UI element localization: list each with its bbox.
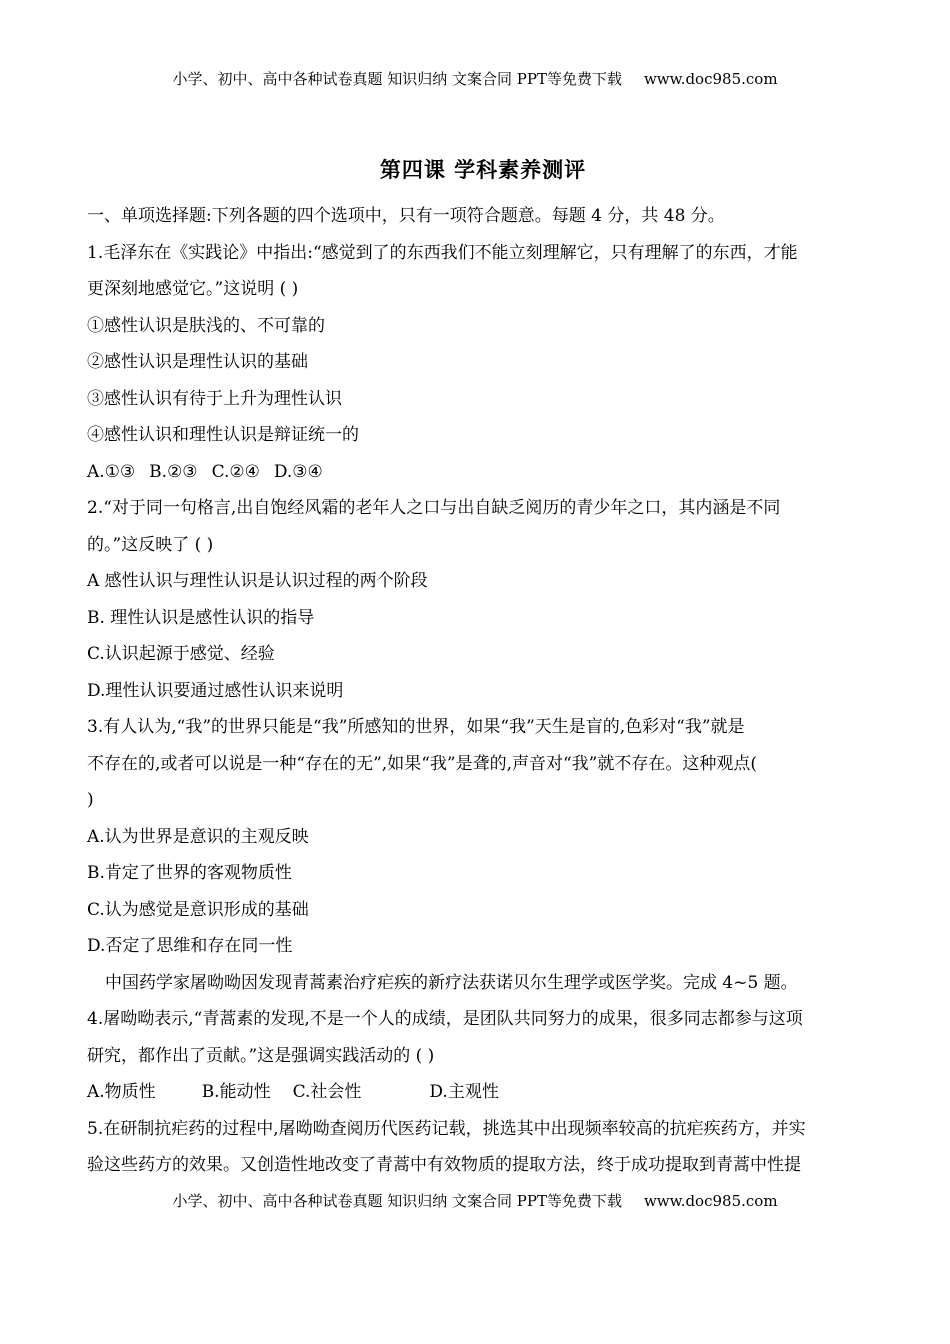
question-1-option-d: D.③④ — [273, 461, 323, 482]
header-text: 小学、初中、高中各种试卷真题 知识归纳 文案合同 PPT等免费下载 — [172, 70, 622, 88]
question-4-options — [87, 1074, 897, 1111]
question-4-option-c: C.社会性 — [292, 1082, 362, 1102]
question-1-option-c: C.②④ — [211, 461, 260, 482]
question-3-option-b: B.肯定了世界的客观物质性 — [87, 863, 292, 883]
question-2-option-d: D.理性认识要通过感性认识来说明 — [87, 680, 344, 701]
question-5 — [87, 1111, 897, 1184]
question-4-stem-line-2: 研究，都作出了贡献。”这是强调实践活动的 ( ) — [87, 1045, 435, 1066]
question-2-option-a: A 感性认识与理性认识是认识过程的两个阶段 — [87, 571, 428, 591]
header-site-link[interactable]: www.doc985.com — [643, 70, 778, 88]
question-4-option-d: D.主观性 — [429, 1082, 499, 1102]
question-5-stem-line-2: 验这些药方的效果。又创造性地改变了青蒿中有效物质的提取方法，终于成功提取到青蒿中性提 — [87, 1155, 801, 1175]
question-1-stem-line-2: 更深刻地感觉它。”这说明 ( ) — [87, 279, 299, 299]
question-3-option-a: A.认为世界是意识的主观反映 — [87, 826, 309, 847]
question-3 — [87, 709, 897, 965]
document-title: 第四课 学科素养测评 — [379, 157, 587, 182]
material-paragraph: 中国药学家屠呦呦因发现青蒿素治疗疟疾的新疗法获诺贝尔生理学或医学奖。完成 4~5 题。 — [105, 972, 798, 993]
question-3-option-d: D.否定了思维和存在同一性 — [87, 936, 293, 956]
question-1-item-4: ④感性认识和理性认识是辩证统一的 — [87, 425, 359, 445]
question-2-stem-line-1: 2.“对于同一句格言,出自饱经风霜的老年人之口与出自缺乏阅历的青少年之口，其内涵是不同 — [87, 498, 781, 518]
question-2-option-c: C.认识起源于感觉、经验 — [87, 644, 275, 664]
question-3-option-c: C.认为感觉是意识形成的基础 — [87, 899, 309, 920]
footer-text: 小学、初中、高中各种试卷真题 知识归纳 文案合同 PPT等免费下载 — [172, 1192, 622, 1210]
question-2-option-b: B. 理性认识是感性认识的指导 — [87, 607, 315, 628]
question-1-stem-line-1: 1.毛泽东在《实践论》中指出:“感觉到了的东西我们不能立刻理解它，只有理解了的东西，才能 — [87, 242, 798, 263]
question-1-option-b: B.②③ — [149, 461, 198, 482]
question-5-stem-line-1: 5.在研制抗疟药的过程中,屠呦呦查阅历代医药记载，挑选其中出现频率较高的抗疟疾药方，并实 — [87, 1118, 806, 1139]
question-3-stem-line-1: 3.有人认为,“我”的世界只能是“我”所感知的世界，如果“我”天生是盲的,色彩对“我”就是 — [87, 717, 745, 737]
section-heading: 一、单项选择题:下列各题的四个选项中，只有一项符合题意。每题 4 分，共 48 分。 — [87, 206, 725, 226]
question-3-stem-line-3: ) — [87, 790, 94, 810]
question-1-item-2: ②感性认识是理性认识的基础 — [87, 352, 308, 372]
question-1-option-a: A.①③ — [87, 461, 136, 482]
page-footer — [0, 1190, 950, 1211]
question-4 — [87, 1001, 897, 1111]
question-3-stem-line-2: 不存在的,或者可以说是一种“存在的无”,如果“我”是聋的,声音对“我”就不存在。这种观点( — [87, 753, 757, 774]
question-2 — [87, 490, 897, 709]
question-2-stem-line-2: 的。”这反映了 ( ) — [87, 534, 214, 555]
question-4-stem-line-1: 4.屠呦呦表示,“青蒿素的发现,不是一个人的成绩，是团队共同努力的成果，很多同志都参与这项 — [87, 1009, 803, 1029]
question-1-item-1: ①感性认识是肤浅的、不可靠的 — [87, 315, 325, 336]
footer-site-link[interactable]: www.doc985.com — [643, 1192, 778, 1210]
question-1-item-3: ③感性认识有待于上升为理性认识 — [87, 388, 342, 409]
question-4-option-a: A.物质性 — [87, 1082, 156, 1102]
page-header — [0, 68, 950, 89]
question-1-options — [87, 454, 897, 491]
document-body — [87, 198, 897, 1184]
question-1 — [87, 235, 897, 491]
question-4-option-b: B.能动性 — [201, 1082, 271, 1102]
